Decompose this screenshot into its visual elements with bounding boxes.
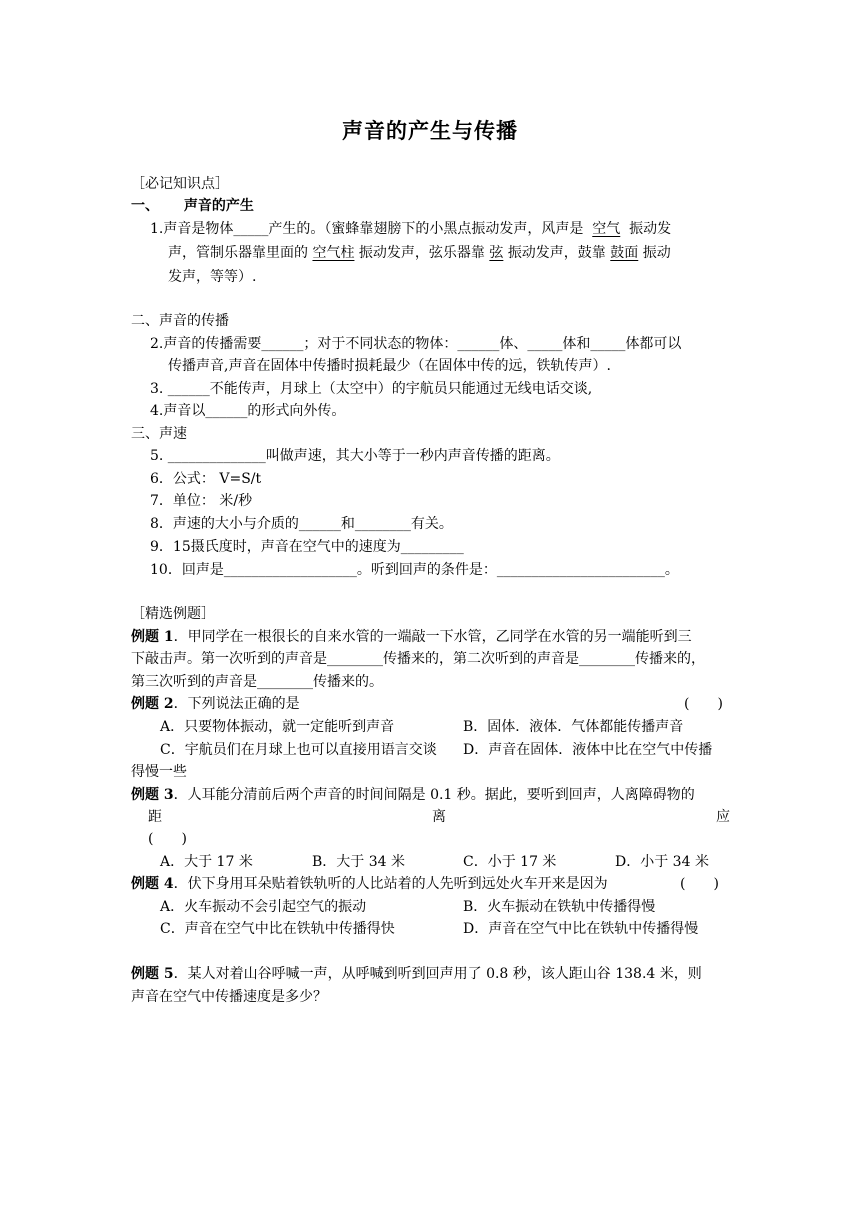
ex4-label: 例题 4 — [131, 876, 174, 892]
sec3-line-10: 10．回声是___________________。听到回声的条件是：________________________。 — [150, 562, 679, 578]
sec2-heading: 二、声音的传播 — [131, 313, 229, 329]
ex2-option-b: B．固体．液体．气体都能传播声音 — [463, 719, 684, 735]
ex2-label: 例题 2 — [131, 696, 174, 712]
answer-underlined: 弦 — [489, 245, 504, 261]
sec1-heading-num: 一、 — [131, 198, 159, 214]
sec1-heading — [131, 195, 254, 217]
ex1-line-3: 第三次听到的声音是________传播来的。 — [131, 674, 383, 690]
sec3-heading: 三、声速 — [131, 426, 187, 442]
ex3-option-d: D．小于 34 米 — [615, 854, 709, 870]
text: 振动 — [642, 245, 671, 261]
answer-underlined: 空气柱 — [312, 245, 355, 261]
sec3-line-8: 8．声速的大小与介质的______和________有关。 — [150, 516, 453, 532]
answer-underlined: 空气 — [592, 221, 621, 237]
text: ．人耳能分清前后两个声音的时间间隔是 0.1 秒。据此，要听到回声，人离障碍物的 — [173, 787, 695, 803]
examples-heading: ［精选例题］ — [131, 606, 215, 622]
blank: _____ — [233, 221, 269, 237]
sec3-line-9: 9．15摄氏度时，声音在空气中的速度为_________ — [150, 539, 464, 555]
ex5-label: 例题 5 — [131, 966, 174, 982]
sec1-heading-text: 声音的产生 — [183, 198, 254, 214]
sec2-line-3: 3. ______不能传声，月球上（太空中）的宇航员只能通过无线电话交谈, — [150, 381, 593, 397]
sec3-line-5: 5. ______________叫做声速，其大小等于一秒内声音传播的距离。 — [150, 448, 560, 464]
ex4-option-a: A．火车振动不会引起空气的振动 — [160, 899, 367, 915]
ex4-option-c: C．声音在空气中比在铁轨中传播得快 — [160, 921, 395, 937]
sec2-line-2: 2.声音的传播需要______；对于不同状态的物体：______体、_____体和_____体都可以 — [150, 336, 682, 352]
ex4-stem — [131, 873, 608, 895]
sec1-line-2 — [168, 242, 671, 264]
text: 振动发 — [629, 221, 672, 237]
ex3-line-2 — [148, 806, 730, 828]
text: ．某人对着山谷呼喊一声，从呼喊到听到回声用了 0.8 秒，该人距山谷 138.4 米，则 — [173, 966, 702, 982]
ex5-line-2: 声音在空气中传播速度是多少？ — [131, 989, 327, 1005]
text: 产生的。（蜜蜂靠翅膀下的小黑点振动发声，风声是 — [268, 221, 584, 237]
ex4-option-b: B．火车振动在铁轨中传播得慢 — [463, 899, 656, 915]
sec3-line-6: 6．公式： V=S/t — [150, 471, 262, 487]
text: 距 — [148, 809, 162, 825]
text: ．甲同学在一根很长的自来水管的一端敲一下水管，乙同学在水管的另一端能听到三 — [173, 629, 692, 645]
text: ．伏下身用耳朵贴着铁轨听的人比站着的人先听到远处火车开来是因为 — [173, 876, 608, 892]
sec3-line-7: 7．单位： 米/秒 — [150, 493, 253, 509]
sec2-line-4: 4.声音以______的形式向外传。 — [150, 403, 346, 419]
ex3-option-a: A．大于 17 米 — [160, 854, 253, 870]
text: 离 — [432, 809, 446, 825]
text: ．下列说法正确的是 — [173, 696, 300, 712]
sec1-line-3: 发声，等等）. — [168, 269, 257, 285]
text: 应 — [716, 809, 730, 825]
ex1-line-2: 下敲击声。第一次听到的声音是________传播来的，第二次听到的声音是________传播来的， — [131, 651, 705, 667]
ex3-answer-paren: ( ) — [148, 831, 187, 847]
text: 振动发声，弦乐器靠 — [358, 245, 485, 261]
ex4-option-d: D．声音在空气中比在铁轨中传播得慢 — [463, 921, 699, 937]
ex5-line-1 — [131, 963, 702, 985]
section-knowledge-heading: ［必记知识点］ — [131, 176, 229, 192]
answer-underlined: 鼓面 — [610, 245, 639, 261]
ex2-option-d: D．声音在固体．液体中比在空气中传播 — [463, 742, 713, 758]
ex3-option-c: C．小于 17 米 — [463, 854, 557, 870]
ex2-option-c: C．宇航员们在月球上也可以直接用语言交谈 — [160, 742, 437, 758]
sec2-line-2b: 传播声音,声音在固体中传播时损耗最少（在固体中传的远，铁轨传声）. — [168, 358, 611, 374]
ex3-label: 例题 3 — [131, 787, 174, 803]
ex1-line-1 — [131, 626, 692, 648]
ex4-answer-paren: ( ) — [680, 876, 719, 892]
ex1-label: 例题 1 — [131, 629, 174, 645]
ex3-line-1 — [131, 784, 695, 806]
ex2-stem — [131, 693, 300, 715]
text: 声，管制乐器靠里面的 — [168, 245, 308, 261]
page-title: 声音的产生与传播 — [342, 119, 518, 143]
ex2-answer-paren: ( ) — [684, 696, 723, 712]
text: 1.声音是物体 — [150, 221, 234, 237]
ex2-option-a: A．只要物体振动，就一定能听到声音 — [160, 719, 395, 735]
text: 振动发声，鼓靠 — [507, 245, 606, 261]
ex3-option-b: B．大于 34 米 — [312, 854, 406, 870]
ex2-option-d-cont: 得慢一些 — [131, 764, 187, 780]
sec1-line-1 — [150, 218, 671, 240]
